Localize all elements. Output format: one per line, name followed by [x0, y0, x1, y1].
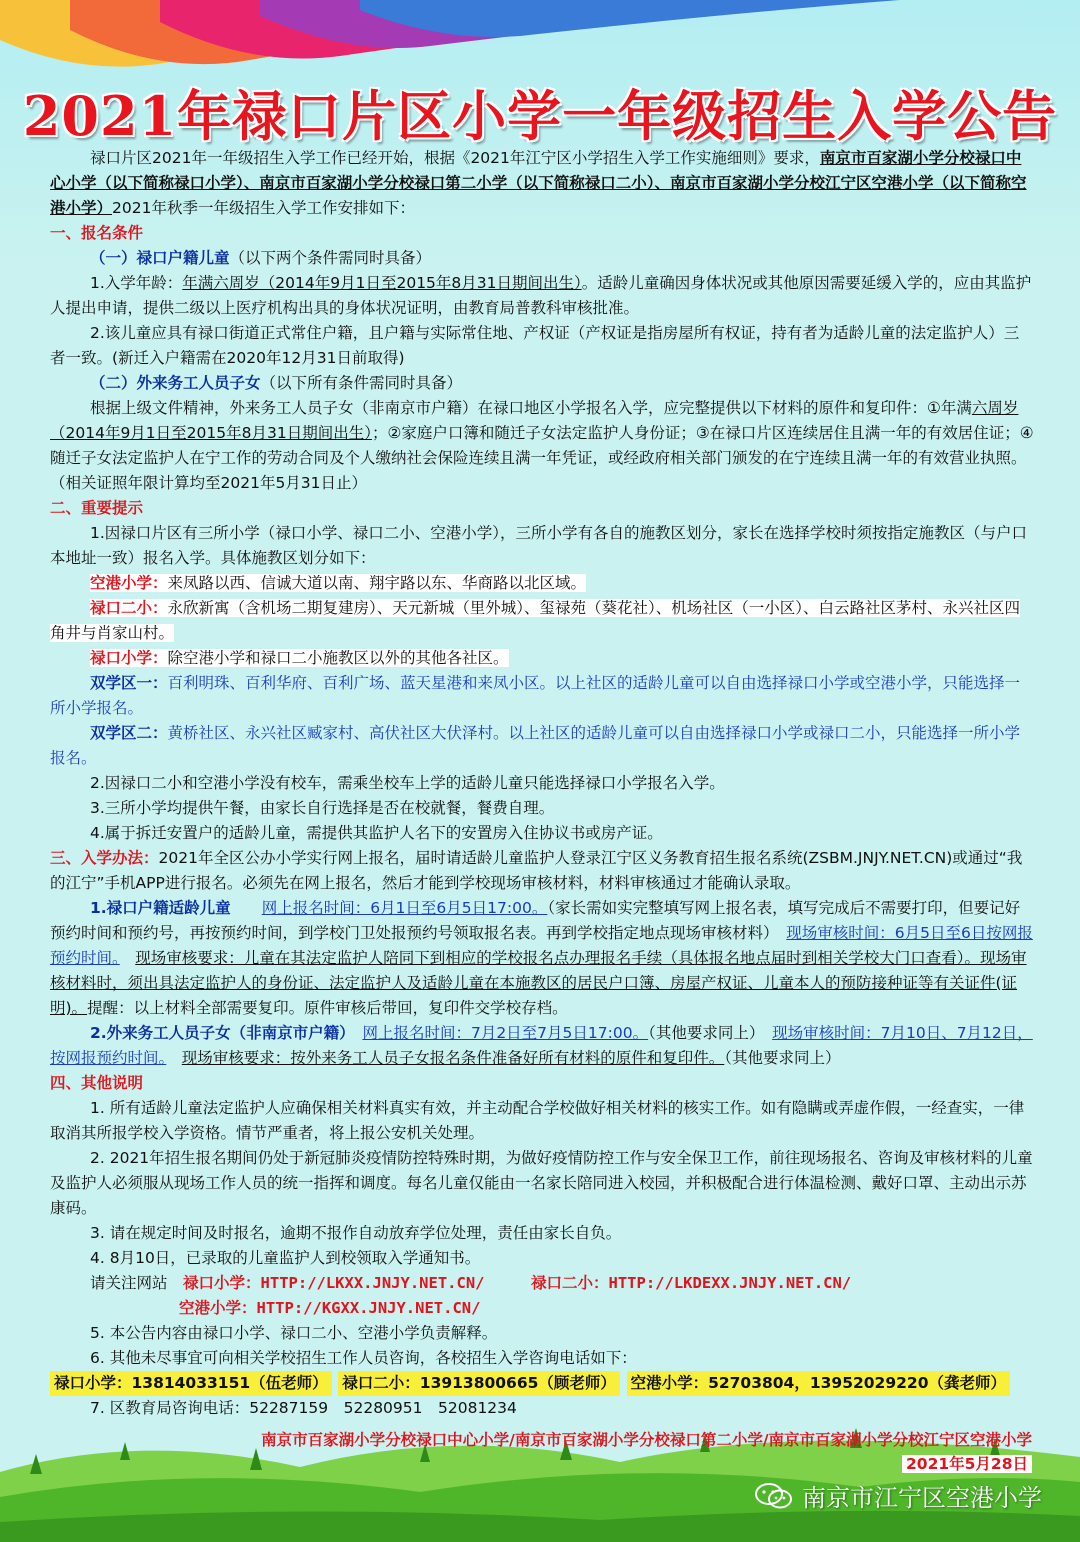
- section-3-heading: 三、入学办法：: [50, 849, 159, 867]
- zone-lk: [50, 646, 1034, 671]
- s1-sub2-a: 根据上级文件精神，外来务工人员子女（非南京市户籍）在禄口地区小学报名入学，应完整提供以下材料的原件和复印件：①年满: [90, 399, 972, 417]
- s1-sub2-paragraph: [50, 396, 1034, 496]
- phone-list: [50, 1371, 1010, 1396]
- s1-item-1-b: 年满六周岁（2014年9月1日至2015年8月31日期间出生）: [182, 274, 582, 292]
- intro-text: 禄口片区2021年一年级招生入学工作已经开始，根据《2021年江宁区小学招生入学工作实施细则》要求，: [90, 149, 820, 167]
- website-link-kgxx[interactable]: 空港小学：HTTP://KGXX.JNJY.NET.CN/: [179, 1299, 481, 1317]
- zone-le-text: 永欣新寓（含机场二期复建房）、天元新城（里外城）、玺禄苑（葵花社）、机场社区（一小区）、白云路社区茅村、永兴社区四角井与肖家山村。: [50, 599, 1021, 642]
- s3-part-1-review-time: 现场审核时间：6月5日至6日按网报预约时间。: [50, 924, 1033, 967]
- zone-kg: [50, 571, 1034, 596]
- subsection-1-2: [50, 371, 1034, 396]
- s4-item-4: 4. 8月10日，已录取的儿童监护人到校领取入学通知书。: [90, 1249, 481, 1267]
- s2-item-4: 4.属于拆迁安置户的适龄儿童，需提供其监护人名下的安置房入住协议书或房产证。: [90, 824, 663, 842]
- zone-le-label: 禄口二小：: [90, 599, 168, 617]
- s2-item-1: 1.因禄口片区有三所小学（禄口小学、禄口二小、空港小学），三所小学有各自的施教区划分，家长在选择学校时须按指定施教区（与户口本地址一致）报名入学。具体施教区划分如下：: [50, 524, 1028, 567]
- zone-lk-label: 禄口小学：: [90, 649, 168, 667]
- subsection-1-1-note: （以下两个条件需同时具备）: [229, 249, 432, 267]
- website-list: [50, 1271, 1034, 1296]
- s1-sub2-c: ；②家庭户口簿和随迁子女法定监护人身份证；③在禄口片区连续居住且满一年的有效居住证；④随迁子女法定监护人在宁工作的劳动合同及个人缴纳社会保险连续且满一年凭证，或经政府相关部门颁发的在宁连续且满一年的有效营业执照。（相关证照年限计算均至2021年5月31日止）: [50, 424, 1034, 492]
- zone-kg-label: 空港小学：: [90, 574, 168, 592]
- phone-le: 禄口二小：13913800665（顾老师）: [338, 1371, 620, 1396]
- zone-kg-text: 来凤路以西、信诚大道以南、翔宇路以东、华商路以北区域。: [167, 574, 587, 592]
- s4-item-2: 2. 2021年招生报名期间仍处于新冠肺炎疫情防控特殊时期，为做好疫情防控工作与安全保卫工作，前往现场报名、咨询及审核材料的儿童及监护人必须服从现场工作人员的统一指挥和调度。每名儿童仅能由一名家长陪同进入校园，并积极配合进行体温检测、戴好口罩、主动出示苏康码。: [50, 1149, 1033, 1217]
- website-list-2: [50, 1296, 1034, 1321]
- s4-item-3: 3. 请在规定时间及时报名，逾期不报作自动放弃学位处理，责任由家长自负。: [90, 1224, 622, 1242]
- intro-schools: 南京市百家湖小学分校禄口中心小学（以下简称禄口小学）、南京市百家湖小学分校禄口第二小学（以下简称禄口二小）、南京市百家湖小学分校江宁区空港小学（以下简称空港小学）: [50, 149, 1027, 217]
- intro-text-2: 2021年秋季一年级招生入学工作安排如下：: [112, 199, 415, 217]
- s3-part-2-online-time: 网上报名时间：7月2日至7月5日17:00。: [362, 1024, 649, 1042]
- s3-part-1-online-time: 网上报名时间：6月1日至6月5日17:00。: [261, 899, 548, 917]
- section-4-heading: 四、其他说明: [50, 1074, 144, 1092]
- dual-zone-2-label: 双学区二：: [90, 724, 168, 742]
- page-title: 2021年禄口片区小学一年级招生入学公告: [22, 84, 1058, 148]
- s3-part-1-text-2: 提醒：以上材料全部需要复印。原件审核后带回，复印件交学校存档。: [87, 999, 568, 1017]
- s3-part-2-label: 2.外来务工人员子女（非南京市户籍）: [90, 1024, 347, 1042]
- wechat-icon: [754, 1481, 794, 1511]
- subsection-1-1: [50, 246, 1034, 271]
- intro-paragraph: [50, 146, 1034, 221]
- dual-zone-2-text: 黄桥社区、永兴社区臧家村、高伏社区大伏泽村。以上社区的适龄儿童可以自由选择禄口小学或禄口二小，只能选择一所小学报名。: [50, 724, 1021, 767]
- footer: [261, 1428, 1032, 1476]
- s1-item-1-c: 。适龄儿童确因身体状况或其他原因需要延缓入学的，应由其监护人提出申请，提供二级以上医疗机构出具的身体状况证明，由教育局普教科审核批准。: [50, 274, 1032, 317]
- rainbow-swoosh-decoration: [0, 0, 1080, 80]
- wechat-watermark: [754, 1478, 1042, 1513]
- s3-part-1: [50, 896, 1034, 1021]
- s4-item-6: 6. 其他未尽事宜可向相关学校招生工作人员咨询，各校招生入学咨询电话如下：: [90, 1349, 637, 1367]
- section-2-heading: 二、重要提示: [50, 499, 144, 517]
- s1-item-1-a: 1.入学年龄：: [90, 274, 183, 292]
- s3-part-1-label: 1.禄口户籍适龄儿童: [90, 899, 231, 917]
- zone-le: [50, 596, 1034, 646]
- website-intro: 请关注网站: [90, 1274, 168, 1292]
- s1-sub2-b: 六周岁（2014年9月1日至2015年8月31日期间出生）: [50, 399, 1019, 442]
- website-link-lkdexx[interactable]: 禄口二小：HTTP://LKDEXX.JNJY.NET.CN/: [531, 1274, 852, 1292]
- s4-item-7: 7. 区教育局咨询电话：52287159 52280951 52081234: [90, 1399, 517, 1417]
- phone-lk: 禄口小学：13814033151（伍老师）: [50, 1371, 332, 1396]
- subsection-1-1-label: （一）禄口户籍儿童: [90, 249, 230, 267]
- s3-part-2: [50, 1021, 1034, 1071]
- dual-zone-2: [50, 721, 1034, 771]
- announcement-body: [50, 146, 1034, 1421]
- watermark-text: 南京市江宁区空港小学: [802, 1484, 1042, 1512]
- subsection-1-2-note: （以下所有条件需同时具备）: [260, 374, 463, 392]
- s2-item-2: 2.因禄口二小和空港小学没有校车，需乘坐校车上学的适龄儿童只能选择禄口小学报名入学。: [90, 774, 725, 792]
- website-link-lkxx[interactable]: 禄口小学：HTTP://LKXX.JNJY.NET.CN/: [183, 1274, 485, 1292]
- s3-part-2-same-1: （其他要求同上）: [648, 1024, 757, 1042]
- dual-zone-1-text: 百利明珠、百利华府、百利广场、蓝天星港和来凤小区。以上社区的适龄儿童可以自由选择禄口小学或空港小学，只能选择一所小学报名。: [50, 674, 1021, 717]
- s4-item-1: 1. 所有适龄儿童法定监护人应确保相关材料真实有效，并主动配合学校做好相关材料的核实工作。如有隐瞒或弄虚作假，一经查实，一律取消其所报学校入学资格。情节严重者，将上报公安机关处理。: [50, 1099, 1025, 1142]
- s3-part-2-same-2: （其他要求同上）: [724, 1049, 841, 1067]
- s3-part-1-text-1: （家长需如实完整填写网上报名表，填写完成后不需要打印，但要记好预约时间和预约号，再按预约时间，到学校门卫处报预约号领取报名表。再到学校指定地点现场审核材料）: [50, 899, 1021, 942]
- footer-schools: 南京市百家湖小学分校禄口中心小学/南京市百家湖小学分校禄口第二小学/南京市百家湖小学分校江宁区空港小学: [261, 1431, 1032, 1449]
- s4-item-5: 5. 本公告内容由禄口小学、禄口二小、空港小学负责解释。: [90, 1324, 498, 1342]
- subsection-1-2-label: （二）外来务工人员子女: [90, 374, 261, 392]
- zone-lk-text: 除空港小学和禄口二小施教区以外的其他各社区。: [167, 649, 509, 667]
- phone-kg: 空港小学：52703804，13952029220（龚老师）: [627, 1371, 1010, 1396]
- s3-part-1-requirements: 现场审核要求：儿童在其法定监护人陪同下到相应的学校报名点办理报名手续（具体报名地点届时到相关学校大门口查看）。现场审核材料时，须出具法定监护人的身份证、法定监护人及适龄儿童在本施教区的居民户口簿、房屋产权证、儿童本人的预防接种证等有关证件(证明)。: [50, 949, 1027, 1017]
- s3-part-2-review-time: 现场审核时间：7月10日、7月12日，按网报预约时间。: [50, 1024, 1033, 1067]
- section-1-heading: 一、报名条件: [50, 224, 144, 242]
- section-3-intro: 2021年全区公办小学实行网上报名，届时请适龄儿童监护人登录江宁区义务教育招生报名系统(ZSBM.JNJY.NET.CN)或通过“我的江宁”手机APP进行报名。必须先在网上报名，然后才能到学校现场审核材料，材料审核通过才能确认录取。: [50, 849, 1023, 892]
- dual-zone-1: [50, 671, 1034, 721]
- s3-part-2-requirements: 现场审核要求：按外来务工人员子女报名条件准备好所有材料的原件和复印件。: [181, 1049, 725, 1067]
- s2-item-3: 3.三所小学均提供午餐，由家长自行选择是否在校就餐，餐费自理。: [90, 799, 555, 817]
- section-3: [50, 846, 1034, 896]
- s1-item-2: 2.该儿童应具有禄口街道正式常住户籍，且户籍与实际常住地、产权证（产权证是指房屋所有权证，持有者为适龄儿童的法定监护人）三者一致。(新迁入户籍需在2020年12月31日前取得): [50, 324, 1020, 367]
- s1-item-1: [50, 271, 1034, 321]
- footer-date: 2021年5月28日: [902, 1455, 1032, 1473]
- dual-zone-1-label: 双学区一：: [90, 674, 168, 692]
